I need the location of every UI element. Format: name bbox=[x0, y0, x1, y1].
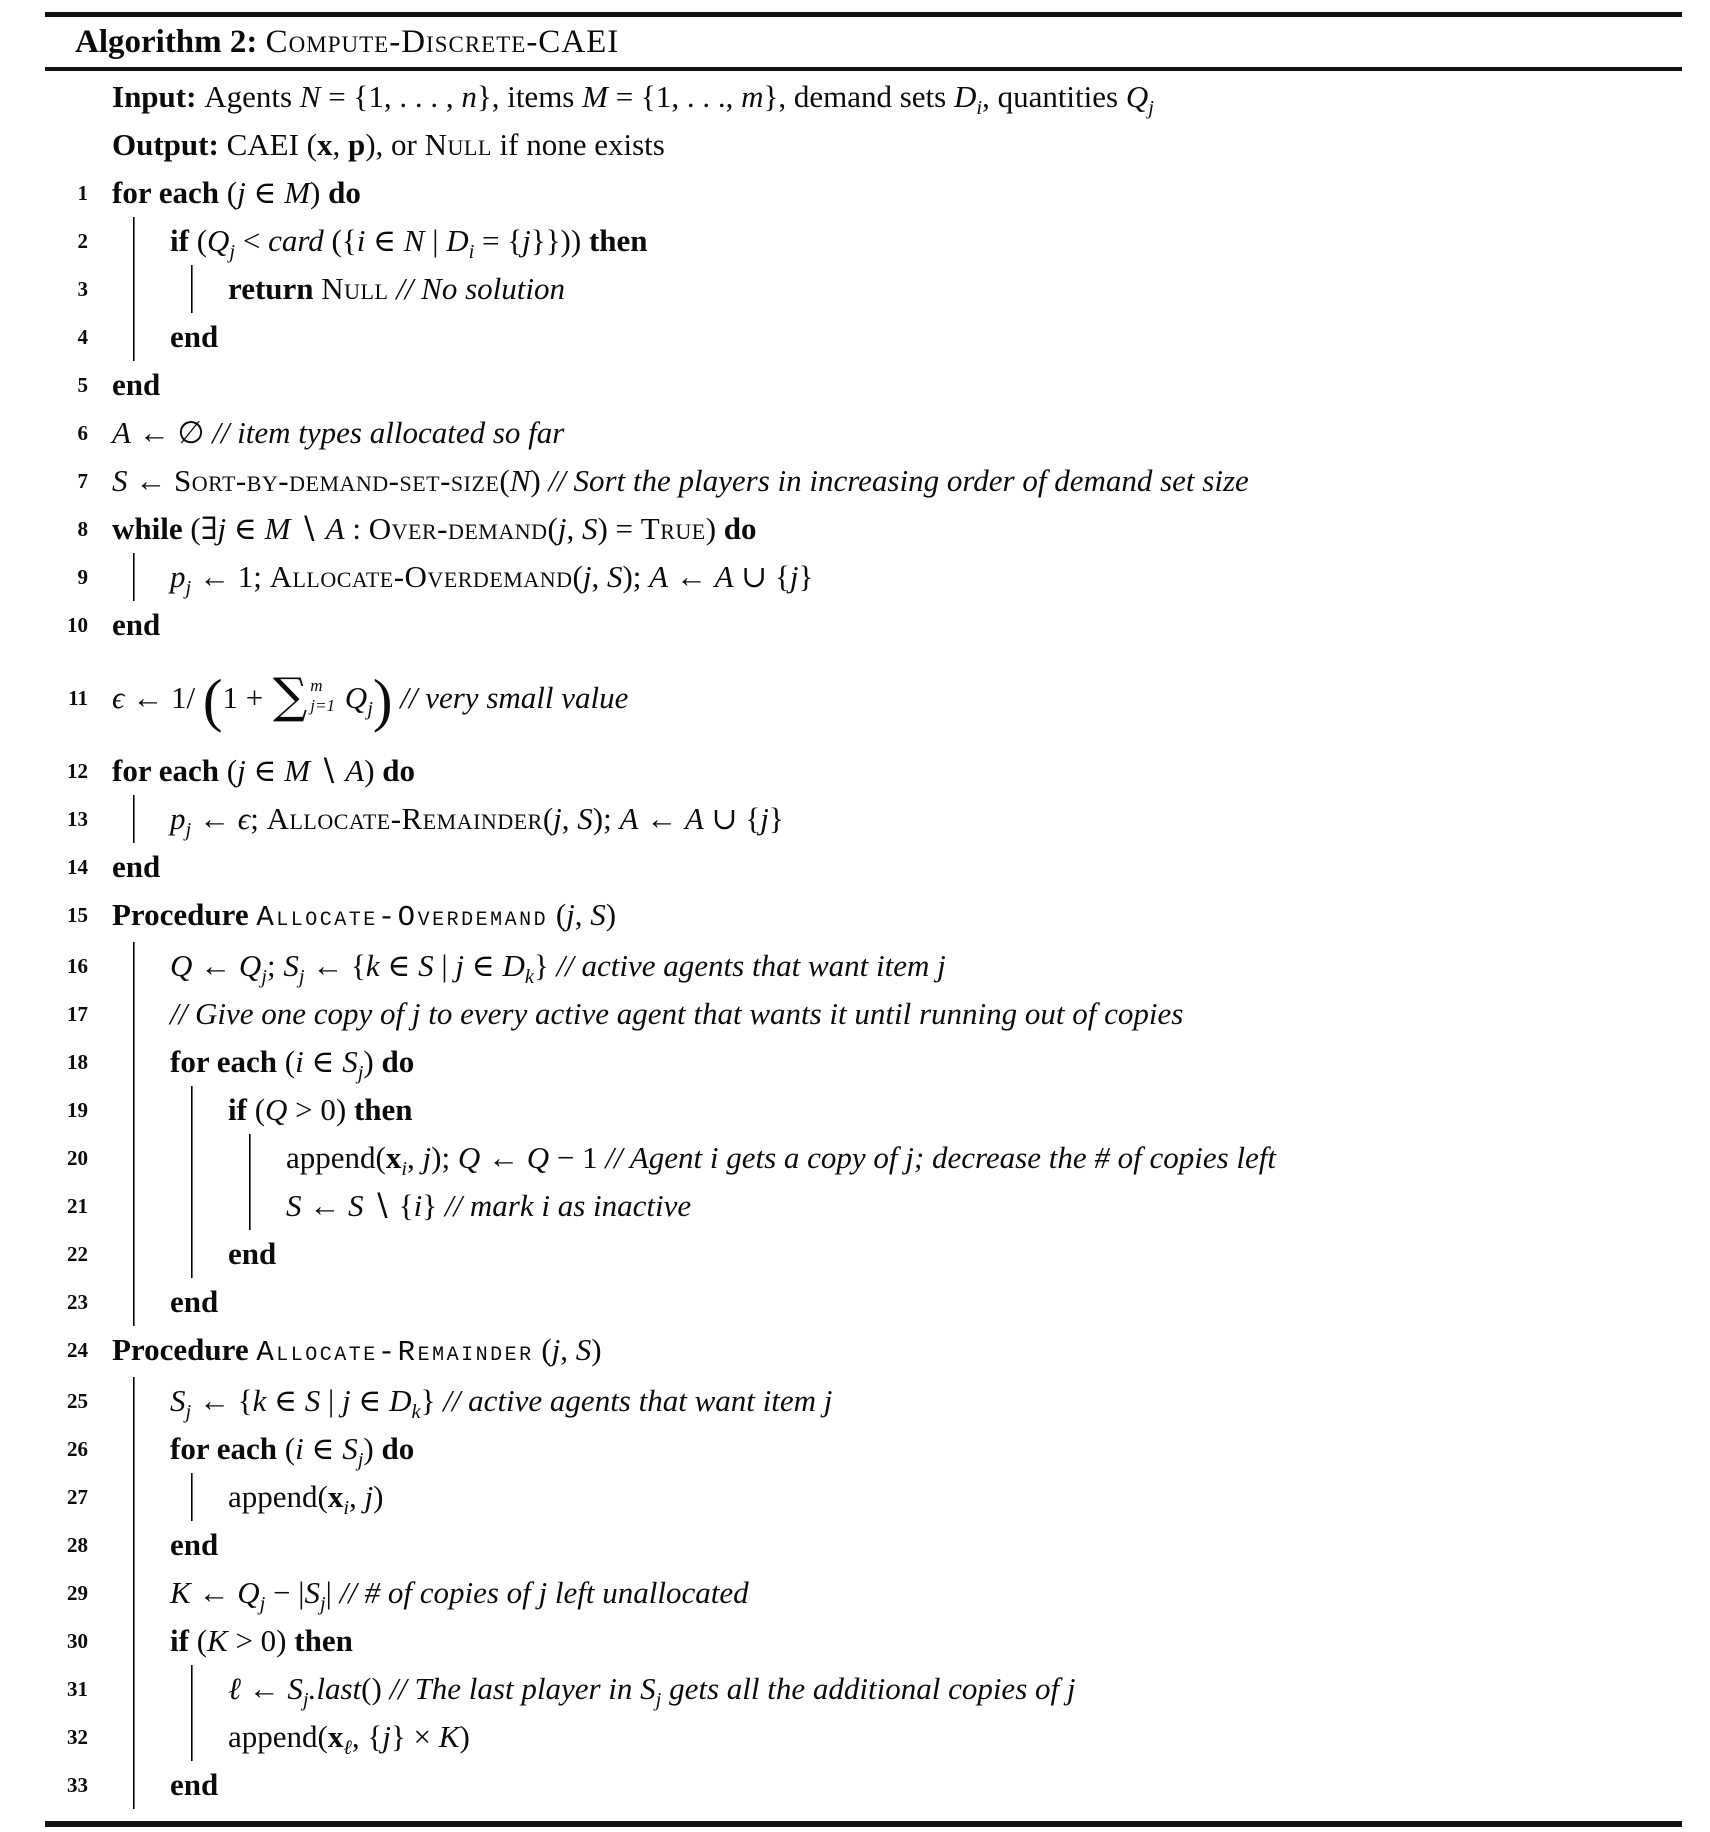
algo-line-28 bbox=[45, 1521, 1682, 1569]
algo-line-6 bbox=[45, 409, 1682, 457]
line-number: 19 bbox=[67, 1098, 88, 1122]
line-content: end bbox=[170, 1767, 219, 1802]
line-content: ϵ ← 1/ (1 + ∑ m j=1 $Q_j$) // very small value bbox=[112, 667, 629, 733]
line-content: for each (i ∈ $S_j$) do bbox=[170, 1044, 415, 1085]
indent-guide bbox=[112, 313, 170, 361]
algo-line-1 bbox=[45, 169, 1682, 217]
line-number: 20 bbox=[67, 1146, 88, 1170]
line-content: for each (j ∈ M) do bbox=[112, 175, 361, 210]
line-content: end bbox=[112, 367, 161, 402]
algo-line-15 bbox=[45, 891, 1682, 942]
line-number: 28 bbox=[67, 1533, 88, 1557]
algo-line-4 bbox=[45, 313, 1682, 361]
indent-guide bbox=[112, 1521, 170, 1569]
algo-line-12 bbox=[45, 747, 1682, 795]
indent-guide bbox=[170, 265, 228, 313]
indent-guide bbox=[170, 1134, 228, 1182]
indent-guide bbox=[112, 1134, 170, 1182]
line-number: 11 bbox=[68, 686, 88, 710]
indent-guide bbox=[112, 795, 170, 843]
line-content: $S_j$ ← {k ∈ S | j ∈ $D_k$} // active agents that want item j bbox=[170, 1383, 833, 1424]
line-content: return Null // No solution bbox=[228, 271, 565, 306]
line-content: end bbox=[170, 1527, 219, 1562]
line-content: S ← S ∖ {i} // mark i as inactive bbox=[286, 1188, 692, 1223]
indent-guide bbox=[112, 1182, 170, 1230]
line-content: if (Q > 0) then bbox=[228, 1092, 413, 1127]
line-number: 29 bbox=[67, 1581, 88, 1605]
line-content: ℓ ← $S_j.last()$ // The last player in $S_j$ gets all the additional copies of j bbox=[228, 1671, 1076, 1712]
line-content: $append(x_i$, j); Q ← Q − 1 // Agent i gets a copy of j; decrease the # of copies left bbox=[286, 1140, 1276, 1181]
indent-guide bbox=[112, 217, 170, 265]
indent-guide bbox=[112, 1617, 170, 1665]
line-content: // Give one copy of j to every active agent that wants it until running out of copies bbox=[170, 996, 1184, 1031]
line-number: 2 bbox=[77, 229, 88, 253]
line-number: 15 bbox=[67, 903, 88, 927]
line-content: $p_j$ ← 1; Allocate-Overdemand(j, S); A ← A ∪ {j} bbox=[170, 559, 814, 600]
line-number: 25 bbox=[67, 1389, 88, 1413]
indent-guide bbox=[112, 265, 170, 313]
line-number: 1 bbox=[77, 181, 88, 205]
indent-guide bbox=[112, 1473, 170, 1521]
indent-guide bbox=[112, 1713, 170, 1761]
io-lines bbox=[45, 71, 1682, 169]
indent-guide bbox=[112, 990, 170, 1038]
indent-guide bbox=[170, 1713, 228, 1761]
algo-line-24 bbox=[45, 1326, 1682, 1377]
line-content: Q ← $Q_j$; $S_j$ ← {k ∈ S | j ∈ $D_k$} // active agents that want item j bbox=[170, 948, 946, 989]
line-number: 27 bbox=[67, 1485, 88, 1509]
algo-line-16 bbox=[45, 942, 1682, 990]
line-number: 30 bbox=[67, 1629, 88, 1653]
line-number: 31 bbox=[67, 1677, 88, 1701]
indent-guide bbox=[112, 1761, 170, 1809]
indent-guide bbox=[112, 1377, 170, 1425]
indent-guide bbox=[112, 1569, 170, 1617]
line-content: while (∃j ∈ M ∖ A : Over-demand(j, S) = True) do bbox=[112, 511, 757, 546]
line-content: Procedure Allocate-Overdemand (j, S) bbox=[112, 897, 617, 934]
algo-line-20 bbox=[45, 1134, 1682, 1182]
line-content: end bbox=[170, 319, 219, 354]
code-lines bbox=[45, 169, 1682, 1809]
line-content: end bbox=[112, 607, 161, 642]
sum-symbol: ∑ m j=1 bbox=[272, 667, 336, 724]
line-number bbox=[45, 121, 88, 169]
line-number: 9 bbox=[77, 565, 88, 589]
algo-line-9 bbox=[45, 553, 1682, 601]
indent-guide bbox=[228, 1182, 286, 1230]
line-number: 6 bbox=[77, 421, 88, 445]
algo-line-2 bbox=[45, 217, 1682, 265]
indent-guide bbox=[112, 1278, 170, 1326]
algorithm-caption-name: Compute-Discrete-CAEI bbox=[265, 24, 620, 60]
line-content: for each (j ∈ M ∖ A) do bbox=[112, 753, 416, 788]
indent-guide bbox=[170, 1665, 228, 1713]
indent-guide bbox=[170, 1086, 228, 1134]
line-number: 7 bbox=[77, 469, 88, 493]
indent-guide bbox=[170, 1473, 228, 1521]
line-number: 16 bbox=[67, 954, 88, 978]
algo-line-21 bbox=[45, 1182, 1682, 1230]
line-content: if ($Q_j$ < card ({i ∈ N | $D_i = \{j\}$})) then bbox=[170, 223, 648, 264]
indent-guide bbox=[170, 1182, 228, 1230]
algo-line-18 bbox=[45, 1038, 1682, 1086]
algo-line-10 bbox=[45, 601, 1682, 649]
line-number: 12 bbox=[67, 759, 88, 783]
line-content: end bbox=[112, 849, 161, 884]
line-number: 17 bbox=[67, 1002, 88, 1026]
algo-line-25 bbox=[45, 1377, 1682, 1425]
line-number: 8 bbox=[77, 517, 88, 541]
algo-line-22 bbox=[45, 1230, 1682, 1278]
line-content: Procedure Allocate-Remainder (j, S) bbox=[112, 1332, 602, 1369]
algorithm-caption-label: Algorithm 2: bbox=[75, 24, 258, 60]
indent-guide bbox=[170, 1230, 228, 1278]
algo-line-31 bbox=[45, 1665, 1682, 1713]
indent-guide bbox=[112, 1086, 170, 1134]
line-number: 21 bbox=[67, 1194, 88, 1218]
line-number: 14 bbox=[67, 855, 88, 879]
line-content: Input: Agents N = {1, . . . , n}, items M = {1, . . ., m}, demand sets $D_i$, quantities $Q_j$ bbox=[112, 79, 1154, 120]
line-number: 3 bbox=[77, 277, 88, 301]
indent-guide bbox=[112, 1230, 170, 1278]
algo-line-19 bbox=[45, 1086, 1682, 1134]
line-number: 10 bbox=[67, 613, 88, 637]
output-line bbox=[45, 121, 1682, 169]
algo-line-30 bbox=[45, 1617, 1682, 1665]
line-number: 18 bbox=[67, 1050, 88, 1074]
line-content: end bbox=[228, 1236, 277, 1271]
line-content: $p_j$ ← ϵ; Allocate-Remainder(j, S); A ← A ∪ {j} bbox=[170, 801, 784, 842]
algorithm-caption bbox=[45, 17, 1682, 67]
algo-line-13 bbox=[45, 795, 1682, 843]
line-content: A ← ∅ // item types allocated so far bbox=[112, 415, 565, 450]
algo-line-7 bbox=[45, 457, 1682, 505]
algo-line-3 bbox=[45, 265, 1682, 313]
line-content: K ← $Q_j - |S_j|$ // # of copies of j left unallocated bbox=[170, 1575, 749, 1616]
line-content: end bbox=[170, 1284, 219, 1319]
indent-guide bbox=[112, 553, 170, 601]
line-number: 24 bbox=[67, 1338, 88, 1362]
algo-line-17 bbox=[45, 990, 1682, 1038]
algo-line-14 bbox=[45, 843, 1682, 891]
indent-guide bbox=[112, 942, 170, 990]
algo-line-27 bbox=[45, 1473, 1682, 1521]
line-number: 4 bbox=[77, 325, 88, 349]
line-number: 13 bbox=[67, 807, 88, 831]
line-content: for each (i ∈ $S_j$) do bbox=[170, 1431, 415, 1472]
algo-line-23 bbox=[45, 1278, 1682, 1326]
line-number: 32 bbox=[67, 1725, 88, 1749]
input-line bbox=[45, 73, 1682, 121]
indent-guide bbox=[112, 1425, 170, 1473]
indent-guide bbox=[112, 1038, 170, 1086]
line-number bbox=[45, 73, 88, 121]
line-number: 5 bbox=[77, 373, 88, 397]
line-content: $append(x_i$, j) bbox=[228, 1479, 384, 1520]
algo-line-26 bbox=[45, 1425, 1682, 1473]
algo-line-8 bbox=[45, 505, 1682, 553]
line-content: if (K > 0) then bbox=[170, 1623, 353, 1658]
line-content: $append(x_\ell$, {j} × K) bbox=[228, 1719, 470, 1760]
line-number: 23 bbox=[67, 1290, 88, 1314]
algo-line-29 bbox=[45, 1569, 1682, 1617]
algo-line-32 bbox=[45, 1713, 1682, 1761]
algo-line-33 bbox=[45, 1761, 1682, 1809]
indent-guide bbox=[228, 1134, 286, 1182]
line-content: Output: CAEI (x, p), or Null if none exists bbox=[112, 127, 665, 162]
line-number: 26 bbox=[67, 1437, 88, 1461]
algo-line-5 bbox=[45, 361, 1682, 409]
algo-line-11 bbox=[45, 649, 1682, 747]
line-number: 33 bbox=[67, 1773, 88, 1797]
line-number: 22 bbox=[67, 1242, 88, 1266]
line-content: S ← Sort-by-demand-set-size(N) // Sort the players in increasing order of demand set size bbox=[112, 463, 1249, 498]
bottom-rule bbox=[45, 1821, 1682, 1827]
indent-guide bbox=[112, 1665, 170, 1713]
